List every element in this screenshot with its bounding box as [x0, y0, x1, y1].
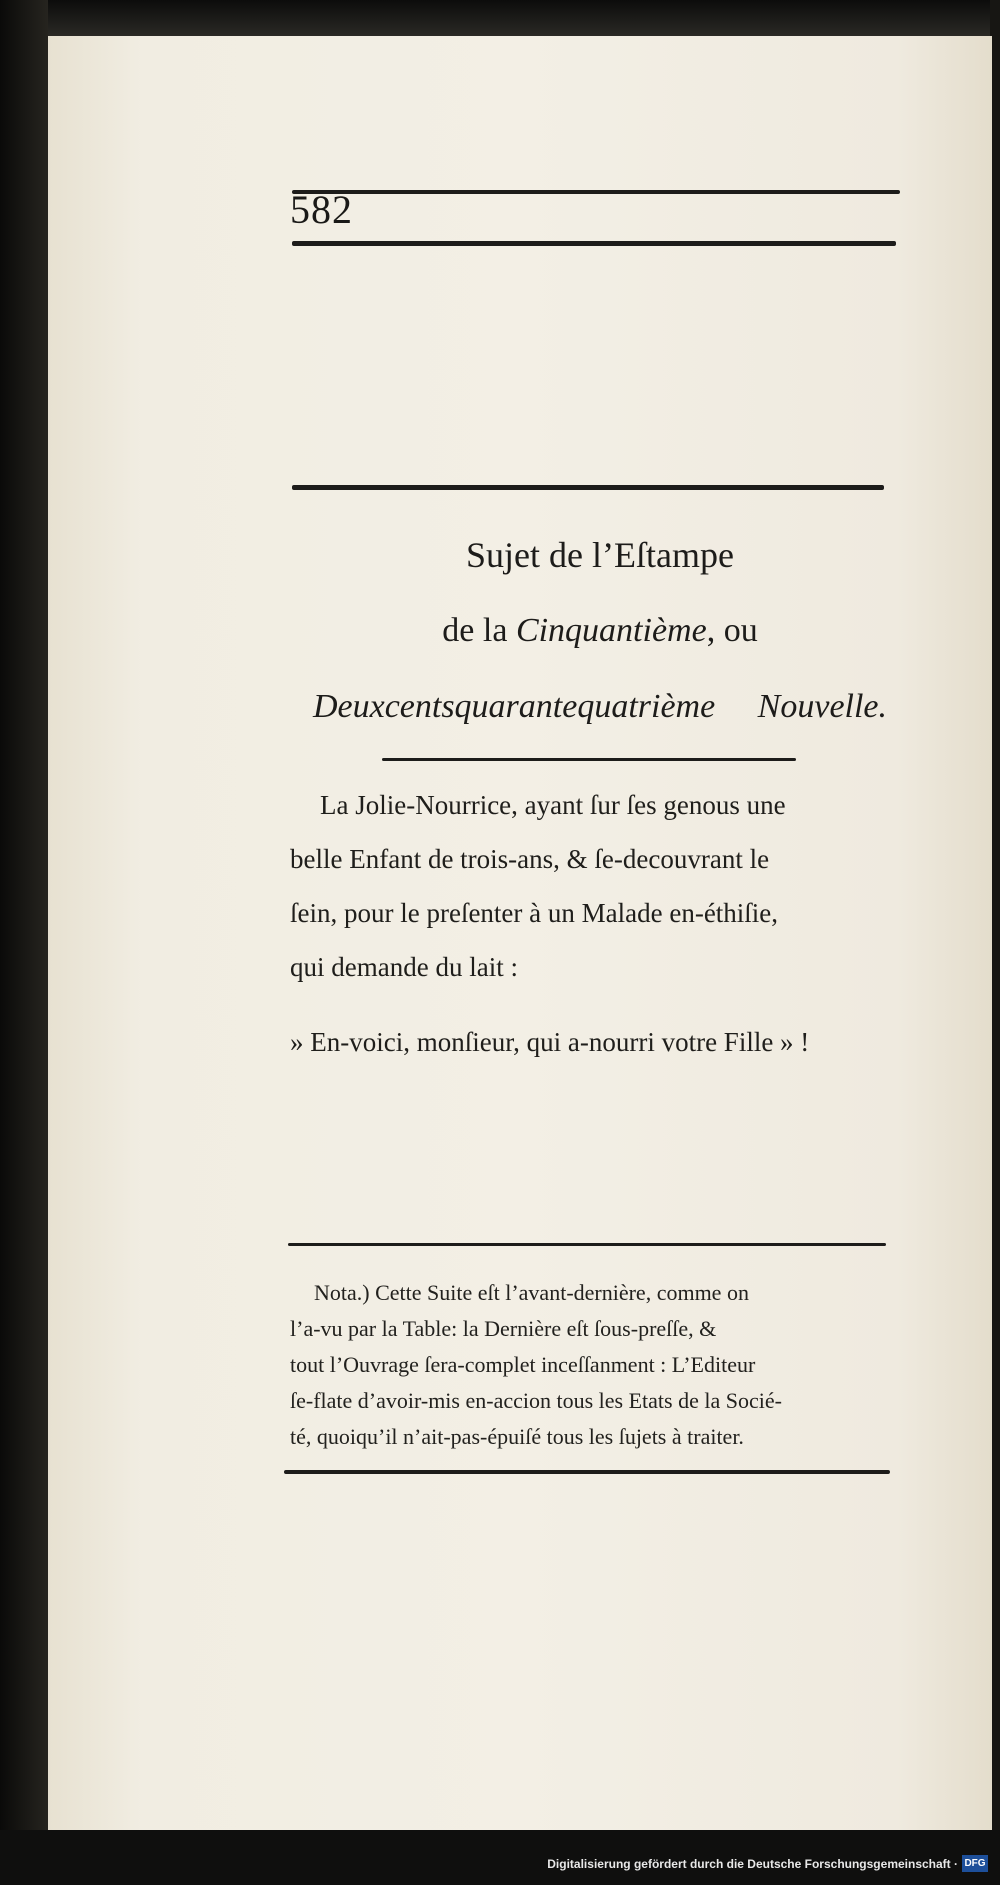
title-line-2-pre: de la — [442, 612, 516, 649]
title-line-3: Deuxcentsquarantequatrième Nouvelle. — [312, 688, 888, 725]
title-underline-rule — [382, 758, 796, 761]
note-line: ſe-flate d’avoir-mis en-accion tous les Etats de la Socié- — [290, 1388, 782, 1413]
header-rule-top — [292, 190, 900, 194]
note-line: té, quoiqu’il n’ait-pas-épuiſé tous les ſujets à traiter. — [290, 1424, 744, 1449]
scan-top-edge — [0, 0, 1000, 36]
body-line: ſein, pour le preſenter à un Malade en-éthiſie, — [290, 898, 779, 928]
digitization-credit: Digitalisierung gefördert durch die Deutsche Forschungsgemeinschaft · — [547, 1857, 958, 1871]
book-page — [48, 36, 992, 1830]
title-line-1: Sujet de l’Eſtampe — [466, 535, 734, 575]
body-line: La Jolie-Nourrice, ayant ſur ſes genous une — [320, 790, 786, 820]
note-rule-top — [288, 1243, 886, 1246]
note-rule-bottom — [284, 1470, 890, 1474]
scan-left-edge — [0, 0, 48, 1885]
body-line: belle Enfant de trois-ans, & ſe-decouvrant le — [290, 844, 770, 874]
title-line-2-post: , ou — [706, 612, 758, 649]
dfg-logo: DFG — [962, 1855, 988, 1872]
body-line: » En-voici, monſieur, qui a-nourri votre Fille » ! — [290, 1027, 810, 1057]
note-line: tout l’Ouvrage ſera-complet inceſſanment : L’Editeur — [290, 1352, 756, 1377]
section-rule — [292, 485, 884, 490]
title-line-2-italic: Cinquantième — [515, 612, 707, 649]
header-rule-bottom — [292, 241, 896, 246]
page-number: 582 — [290, 187, 353, 232]
title-line-2 — [290, 612, 910, 650]
note-line: Nota.) Cette Suite eſt l’avant-dernière, comme on — [314, 1280, 749, 1305]
body-line: qui demande du lait : — [290, 952, 518, 982]
note-line: l’a-vu par la Table: la Dernière eſt ſous-preſſe, & — [290, 1316, 717, 1341]
